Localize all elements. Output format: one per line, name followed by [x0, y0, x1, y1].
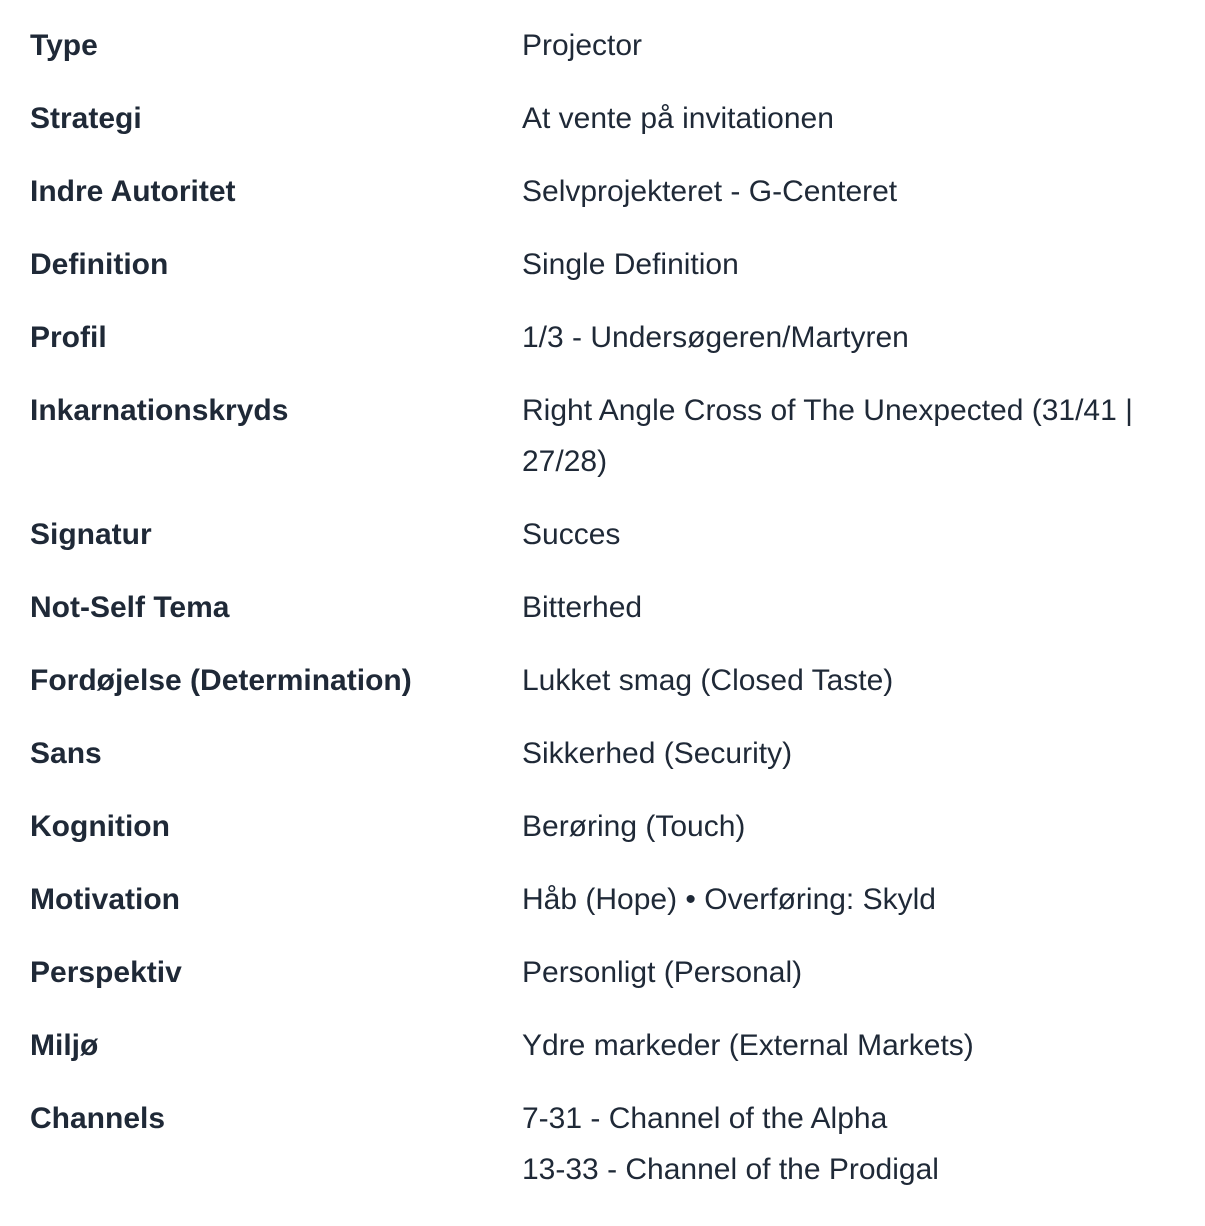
value-signatur: Succes: [522, 518, 621, 551]
row-definition: [30, 239, 1205, 312]
row-channels: [30, 1093, 1205, 1217]
label-perspektiv: Perspektiv: [30, 956, 182, 989]
row-strategi: [30, 93, 1205, 166]
label-type: Type: [30, 29, 98, 62]
label-signatur: Signatur: [30, 518, 152, 551]
label-strategi: Strategi: [30, 102, 142, 135]
row-profil: [30, 312, 1205, 385]
value-sans: Sikkerhed (Security): [522, 737, 793, 770]
label-inkarnationskryds: Inkarnationskryds: [30, 394, 289, 427]
value-inkarnationskryds: Right Angle Cross of The Unexpected (31/41 | 27/28): [522, 394, 1133, 478]
value-indre-autoritet: Selvprojekteret - G-Centeret: [522, 175, 898, 208]
value-perspektiv: Personligt (Personal): [522, 956, 803, 989]
label-kognition: Kognition: [30, 810, 170, 843]
row-not-self-tema: [30, 582, 1205, 655]
value-fordojelse: Lukket smag (Closed Taste): [522, 664, 894, 697]
row-sans: [30, 728, 1205, 801]
row-motivation: [30, 874, 1205, 947]
label-channels: Channels: [30, 1102, 166, 1135]
label-sans: Sans: [30, 737, 102, 770]
label-definition: Definition: [30, 248, 169, 281]
value-type: Projector: [522, 29, 643, 62]
row-type: [30, 20, 1205, 93]
value-not-self-tema: Bitterhed: [522, 591, 643, 624]
label-motivation: Motivation: [30, 883, 180, 916]
label-fordojelse: Fordøjelse (Determination): [30, 664, 412, 697]
channel-item: 13-33 - Channel of the Prodigal: [522, 1153, 939, 1186]
row-fordojelse: [30, 655, 1205, 728]
value-kognition: Berøring (Touch): [522, 810, 746, 843]
label-indre-autoritet: Indre Autoritet: [30, 175, 236, 208]
value-motivation: Håb (Hope) • Overføring: Skyld: [522, 883, 936, 916]
channel-item: 7-31 - Channel of the Alpha: [522, 1102, 888, 1135]
value-definition: Single Definition: [522, 248, 739, 281]
row-signatur: [30, 509, 1205, 582]
row-perspektiv: [30, 947, 1205, 1020]
label-miljo: Miljø: [30, 1029, 99, 1062]
row-inkarnationskryds: [30, 385, 1205, 509]
row-kognition: [30, 801, 1205, 874]
row-indre-autoritet: [30, 166, 1205, 239]
label-profil: Profil: [30, 321, 107, 354]
row-miljo: [30, 1020, 1205, 1093]
value-profil: 1/3 - Undersøgeren/Martyren: [522, 321, 909, 354]
value-channels: [522, 1093, 1182, 1195]
label-not-self-tema: Not-Self Tema: [30, 591, 230, 624]
value-strategi: At vente på invitationen: [522, 102, 834, 135]
value-miljo: Ydre markeder (External Markets): [522, 1029, 974, 1062]
